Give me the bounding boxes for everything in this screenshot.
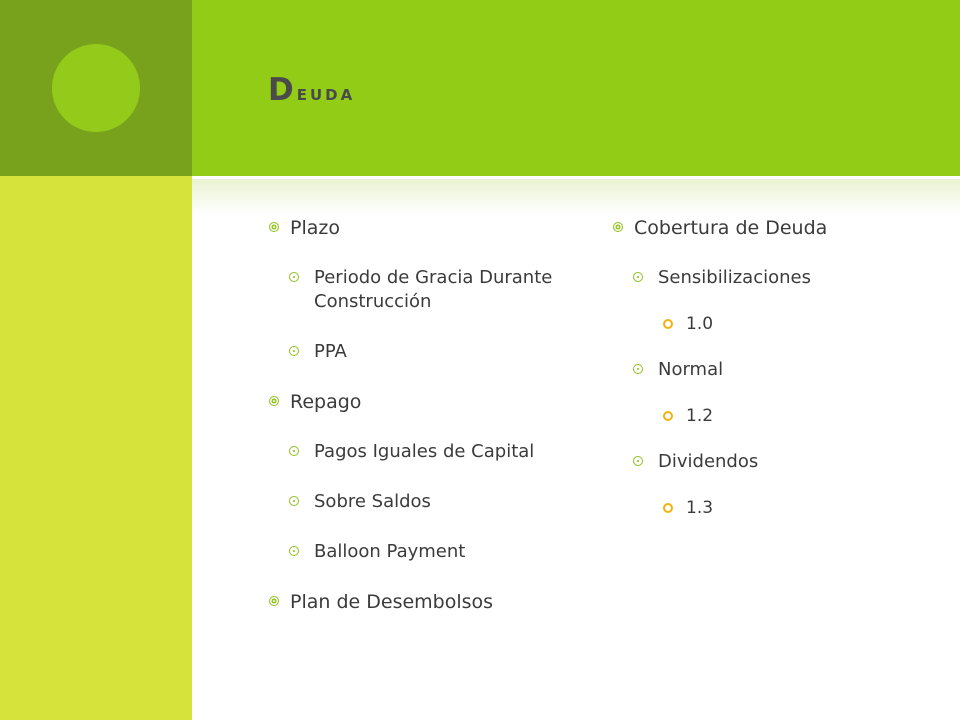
bullet-icon	[289, 272, 299, 282]
bullet-icon	[289, 496, 299, 506]
list-item-label: 1.0	[686, 314, 714, 334]
list-item	[268, 340, 568, 364]
list-item	[268, 390, 568, 414]
list-item-label: Balloon Payment	[314, 541, 466, 562]
bullet-icon	[633, 456, 643, 466]
content-fade	[192, 179, 960, 215]
list-item-label: Plan de Desembolsos	[290, 591, 494, 613]
list-item-label: 1.2	[686, 406, 714, 426]
bullet-icon	[633, 364, 643, 374]
list-item	[268, 216, 568, 240]
list-item	[268, 440, 554, 464]
list-item-label: Normal	[658, 359, 724, 380]
list-item-label: Dividendos	[658, 451, 759, 472]
list-item-label: PPA	[314, 341, 347, 362]
list-item	[612, 404, 932, 428]
bullet-icon	[289, 346, 299, 356]
bullet-icon	[289, 446, 299, 456]
bullet-icon	[613, 222, 623, 232]
list-item	[612, 358, 932, 382]
list-item	[268, 490, 568, 514]
bullet-icon	[289, 546, 299, 556]
list-item	[268, 266, 574, 314]
bullet-icon	[663, 319, 673, 329]
list-item	[268, 540, 568, 564]
list-item	[612, 312, 932, 336]
list-item-label: Plazo	[290, 217, 340, 239]
list-item-label: 1.3	[686, 498, 714, 518]
list-item-label: Cobertura de Deuda	[634, 217, 828, 239]
list-item	[268, 590, 568, 614]
list-item	[612, 496, 932, 520]
list-item	[612, 216, 932, 240]
bullet-icon	[663, 411, 673, 421]
decorative-circle	[52, 44, 140, 132]
list-item	[612, 450, 932, 474]
sidebar-bottom-block	[0, 176, 192, 720]
right-bullet-list	[612, 216, 932, 520]
list-item-label: Sobre Saldos	[314, 491, 431, 512]
bullet-icon	[633, 272, 643, 282]
bullet-icon	[663, 503, 673, 513]
list-item-label: Periodo de Gracia Durante Construcción	[314, 267, 553, 312]
list-item-label: Sensibilizaciones	[658, 267, 811, 288]
list-item-label: Pagos Iguales de Capital	[314, 441, 535, 462]
left-bullet-list	[268, 216, 568, 614]
list-item-label: Repago	[290, 391, 362, 413]
bullet-icon	[269, 396, 279, 406]
slide-title: Deuda	[268, 72, 356, 108]
bullet-icon	[269, 596, 279, 606]
bullet-icon	[269, 222, 279, 232]
list-item	[612, 266, 932, 290]
